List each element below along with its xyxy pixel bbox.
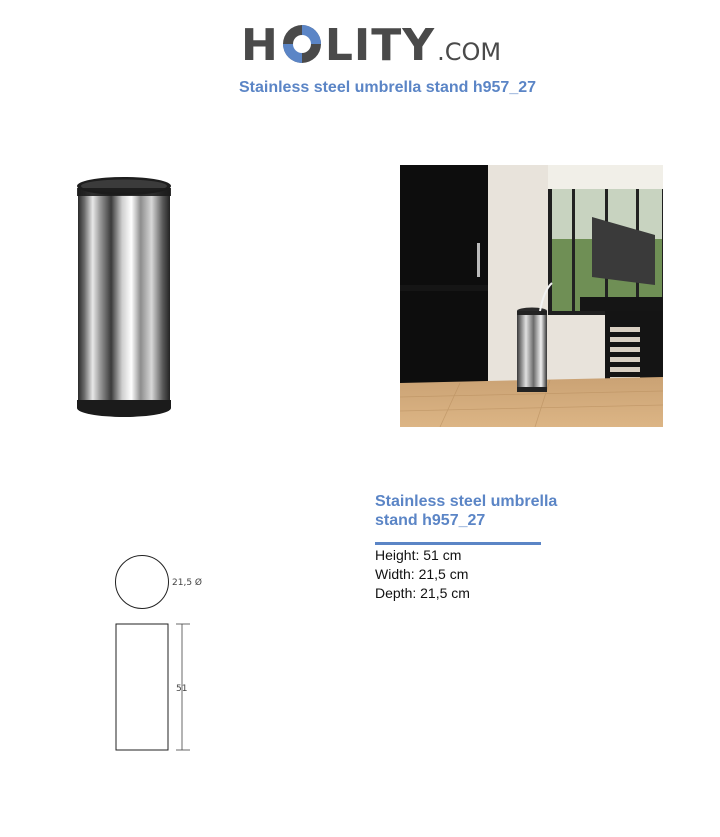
height-label: 51: [176, 684, 188, 694]
room-photo: [400, 165, 663, 427]
diameter-label: 21,5 Ø: [172, 578, 202, 588]
spec-depth: Depth: 21,5 cm: [375, 585, 470, 601]
side-view-rect: [116, 624, 168, 750]
product-title: Stainless steel umbrella stand h957_27: [375, 493, 558, 529]
spec-list: [375, 546, 470, 603]
brand-logo[interactable]: [241, 10, 502, 71]
logo-o-icon: [280, 22, 324, 66]
brand-domain: .COM: [437, 38, 502, 66]
dimension-drawing: [110, 550, 220, 760]
brand-suffix: LITY: [324, 20, 436, 71]
product-image: [76, 176, 172, 421]
spec-width: Width: 21,5 cm: [375, 566, 469, 582]
title-divider: [375, 542, 541, 545]
brand-prefix: H: [241, 20, 279, 71]
spec-height: Height: 51 cm: [375, 547, 462, 563]
top-view-circle: [116, 556, 169, 609]
page-title: Stainless steel umbrella stand h957_27: [238, 79, 537, 96]
brand-wordmark: [241, 20, 436, 71]
